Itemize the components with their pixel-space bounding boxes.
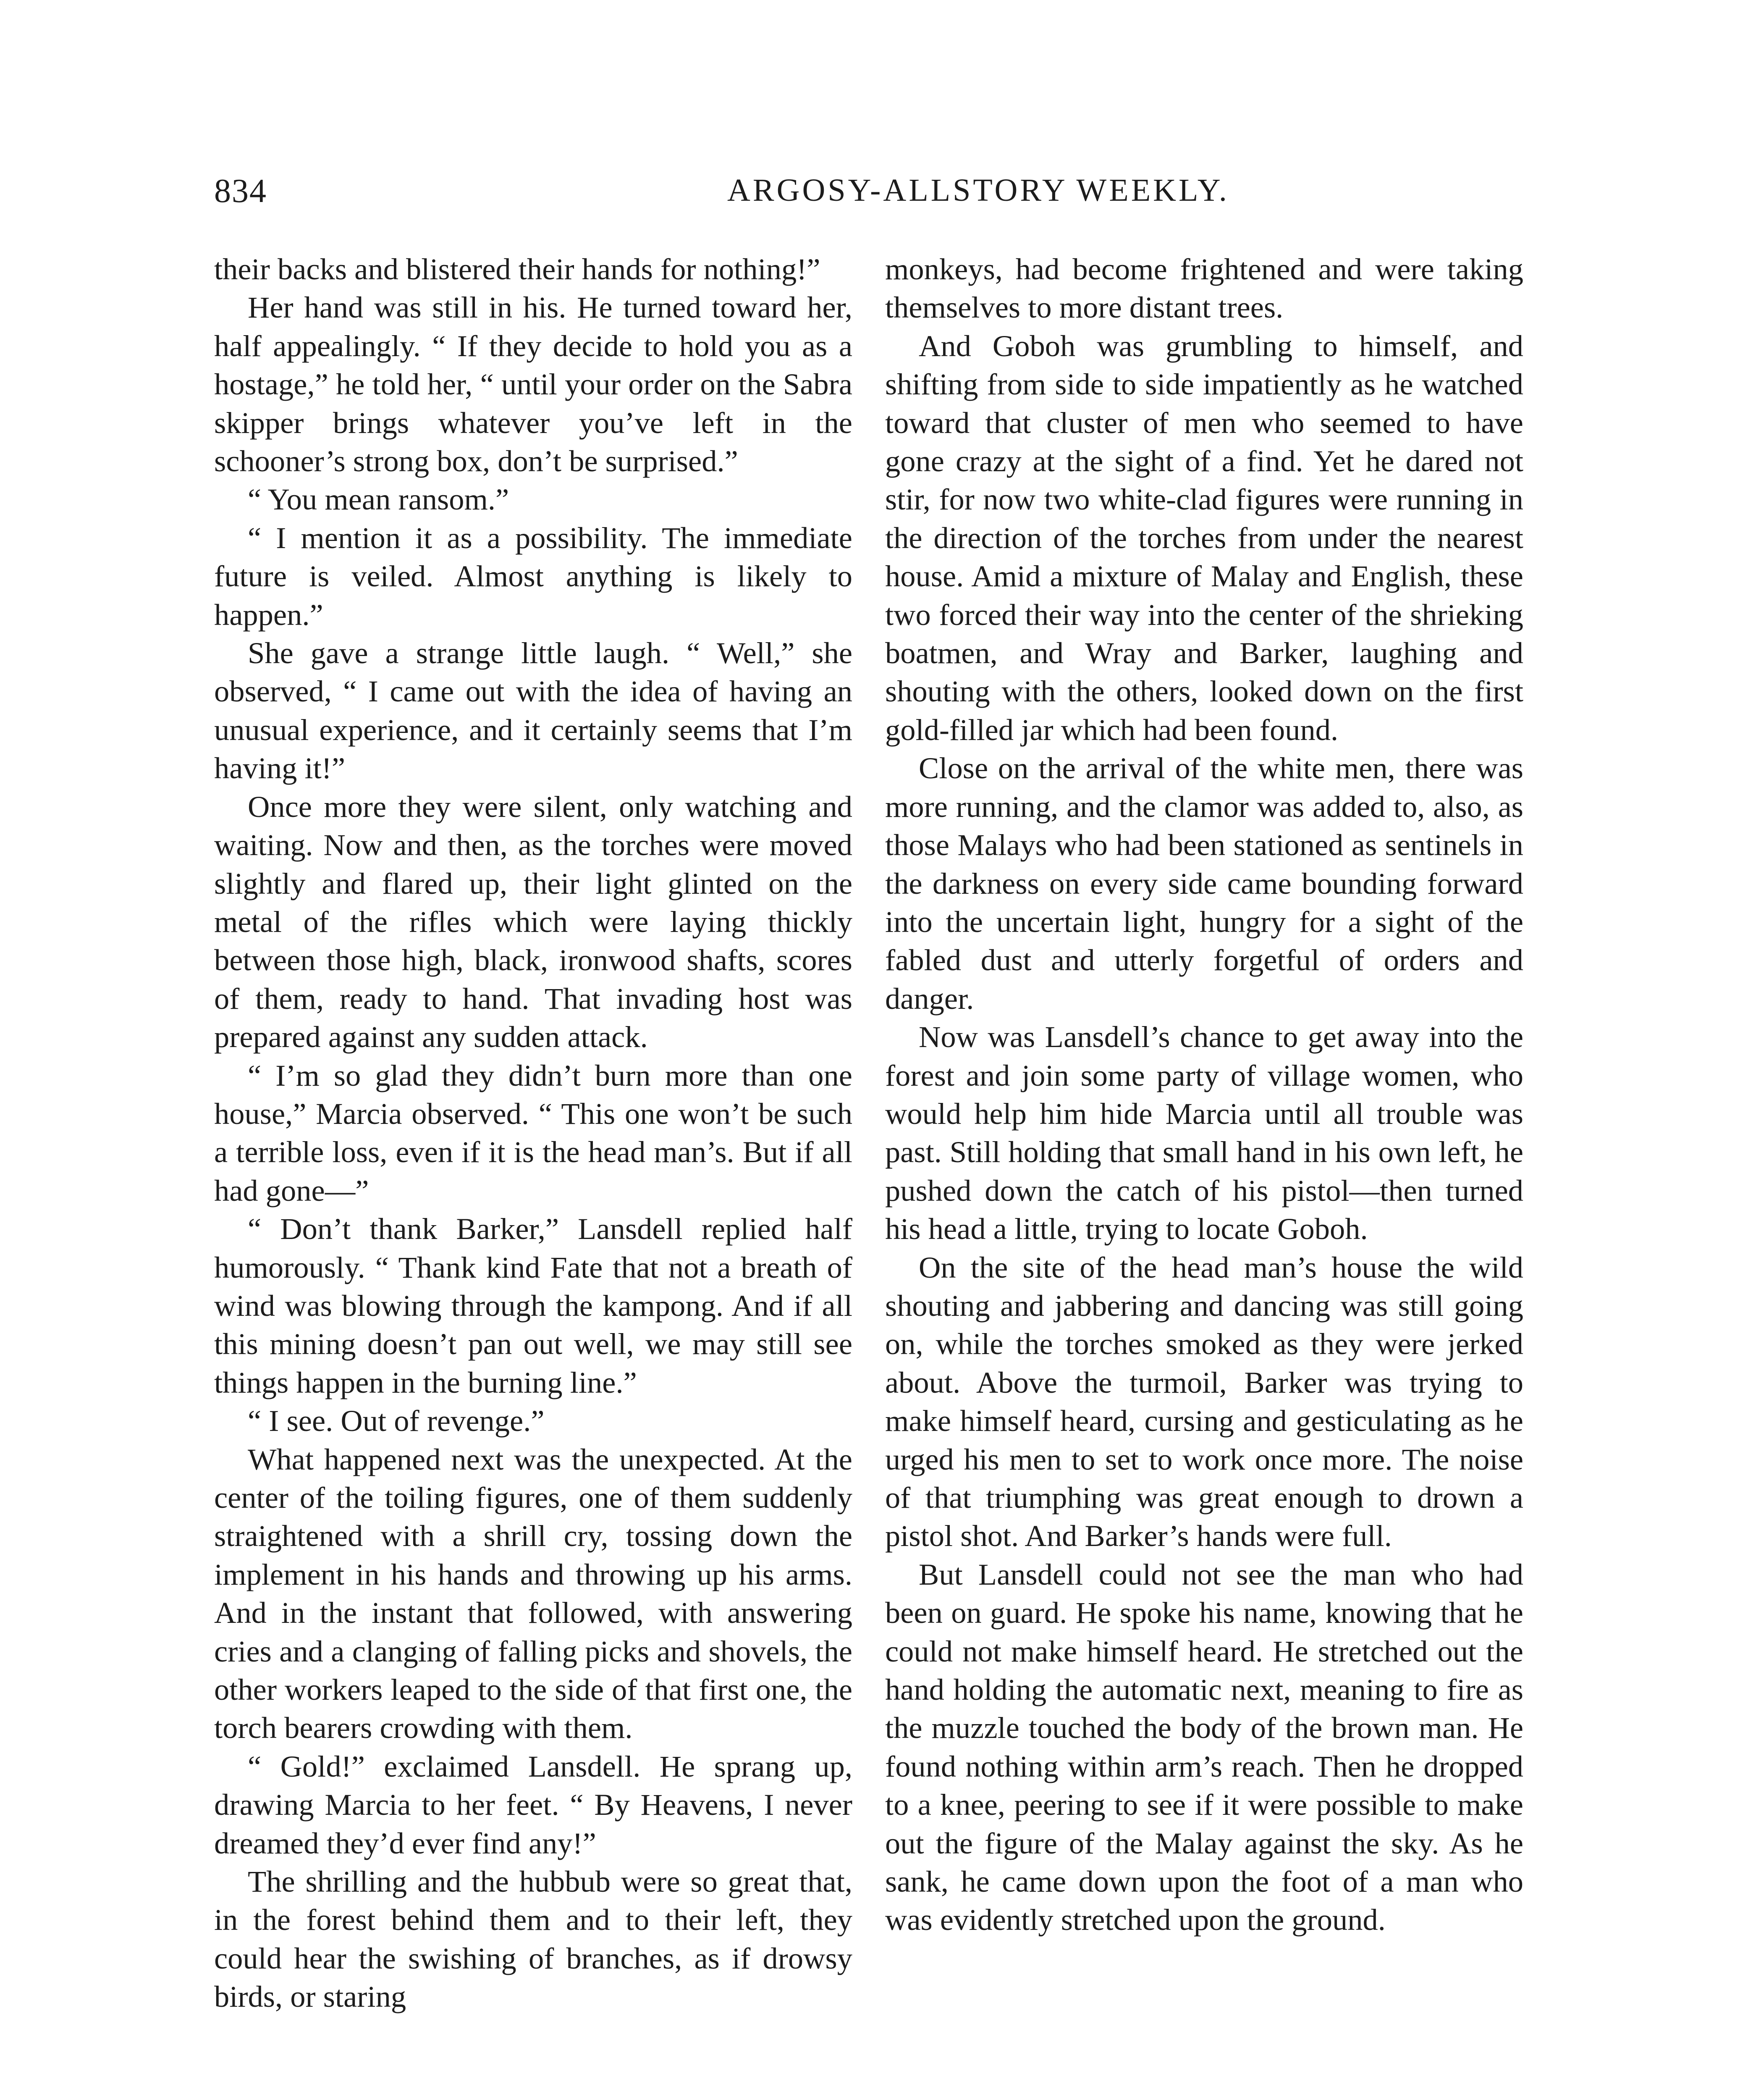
paragraph: She gave a strange little laugh. “ Well,” she observed, “ I came out with the idea of having an unusual experience, and it certainly seems that I’m having it!” xyxy=(214,636,852,785)
paragraph: Now was Lansdell’s chance to get away into the forest and join some party of village women, who would help him hide Marcia until all trouble was past. Still holding that small hand in his own left, he pushed down the catch of his pistol—then turned his head a little, trying to locate Goboh. xyxy=(885,1020,1523,1246)
page-number: 834 xyxy=(214,173,267,210)
paragraph: their backs and blistered their hands for nothing!” xyxy=(214,252,820,286)
page-header xyxy=(214,172,1516,218)
paragraph: “ Gold!” exclaimed Lansdell. He sprang up, drawing Marcia to her feet. “ By Heavens, I never dreamed they’d ever find any!” xyxy=(214,1749,852,1860)
paragraph: And Goboh was grumbling to himself, and shifting from side to side impatiently as he watched toward that cluster of men who seemed to have gone crazy at the sight of a find. Yet he dared not stir, for now two white-clad figures were running in the direction of the torches from under the nearest house. Amid a mixture of Malay and English, these two forced their way into the center of the shrieking boatmen, and Wray and Barker, laughing and shouting with the others, looked down on the first gold-filled jar which had been found. xyxy=(885,328,1523,747)
text-column-left xyxy=(214,250,852,2016)
paragraph: “ I mention it as a possibility. The immediate future is veiled. Almost anything is likely to happen.” xyxy=(214,520,852,632)
paragraph: “ Don’t thank Barker,” Lansdell replied half humorously. “ Thank kind Fate that not a breath of wind was blowing through the kampong. And if all this mining doesn’t pan out well, we may still see things happen in the burning line.” xyxy=(214,1212,852,1399)
running-head: ARGOSY-ALLSTORY WEEKLY. xyxy=(727,173,1229,208)
paragraph: “ I see. Out of revenge.” xyxy=(248,1404,545,1438)
paragraph: The shrilling and the hubbub were so great that, in the forest behind them and to their left, they could hear the swishing of branches, as if drowsy birds, or staring xyxy=(214,1864,852,2014)
paragraph: What happened next was the unexpected. At the center of the toiling figures, one of them suddenly straightened with a shrill cry, tossing down the implement in his hands and throwing up his arms. And in the instant that followed, with answering cries and a clanging of falling picks and shovels, the other workers leaped to the side of that first one, the torch bearers crowding with them. xyxy=(214,1442,852,1745)
paragraph: On the site of the head man’s house the wild shouting and jabbering and dancing was still going on, while the torches smoked as they were jerked about. Above the turmoil, Barker was trying to make himself heard, cursing and gesticulating as he urged his men to set to work once more. The noise of that triumphing was great enough to drown a pistol shot. And Barker’s hands were full. xyxy=(885,1250,1523,1553)
paragraph: “ You mean ransom.” xyxy=(248,482,509,517)
paragraph: monkeys, had become frightened and were taking themselves to more distant trees. xyxy=(885,252,1523,325)
paragraph: Close on the arrival of the white men, there was more running, and the clamor was added to, also, as those Malays who had been stationed as sentinels in the darkness on every side came bounding forward into the uncertain light, hungry for a sight of the fabled dust and utterly forgetful of orders and danger. xyxy=(885,751,1523,1016)
paragraph: Her hand was still in his. He turned toward her, half appealingly. “ If they decide to hold you as a hostage,” he told her, “ until your order on the Sabra skipper brings whatever you’ve left in the schooner’s strong box, don’t be surprised.” xyxy=(214,290,852,478)
paragraph: “ I’m so glad they didn’t burn more than one house,” Marcia observed. “ This one won’t be such a terrible loss, even if it is the head man’s. But if all had gone—” xyxy=(214,1058,852,1208)
paragraph: Once more they were silent, only watching and waiting. Now and then, as the torches were moved slightly and flared up, their light glinted on the metal of the rifles which were laying thickly between those high, black, ironwood shafts, scores of them, ready to hand. That invading host was prepared against any sudden attack. xyxy=(214,789,852,1054)
paragraph: But Lansdell could not see the man who had been on guard. He spoke his name, knowing that he could not make himself heard. He stretched out the hand holding the automatic next, meaning to fire as the muzzle touched the body of the brown man. He found nothing within arm’s reach. Then he dropped to a knee, peering to see if it were possible to make out the figure of the Malay against the sky. As he sank, he came down upon the foot of a man who was evidently stretched upon the ground. xyxy=(885,1557,1523,1937)
text-column-right xyxy=(885,250,1523,1939)
